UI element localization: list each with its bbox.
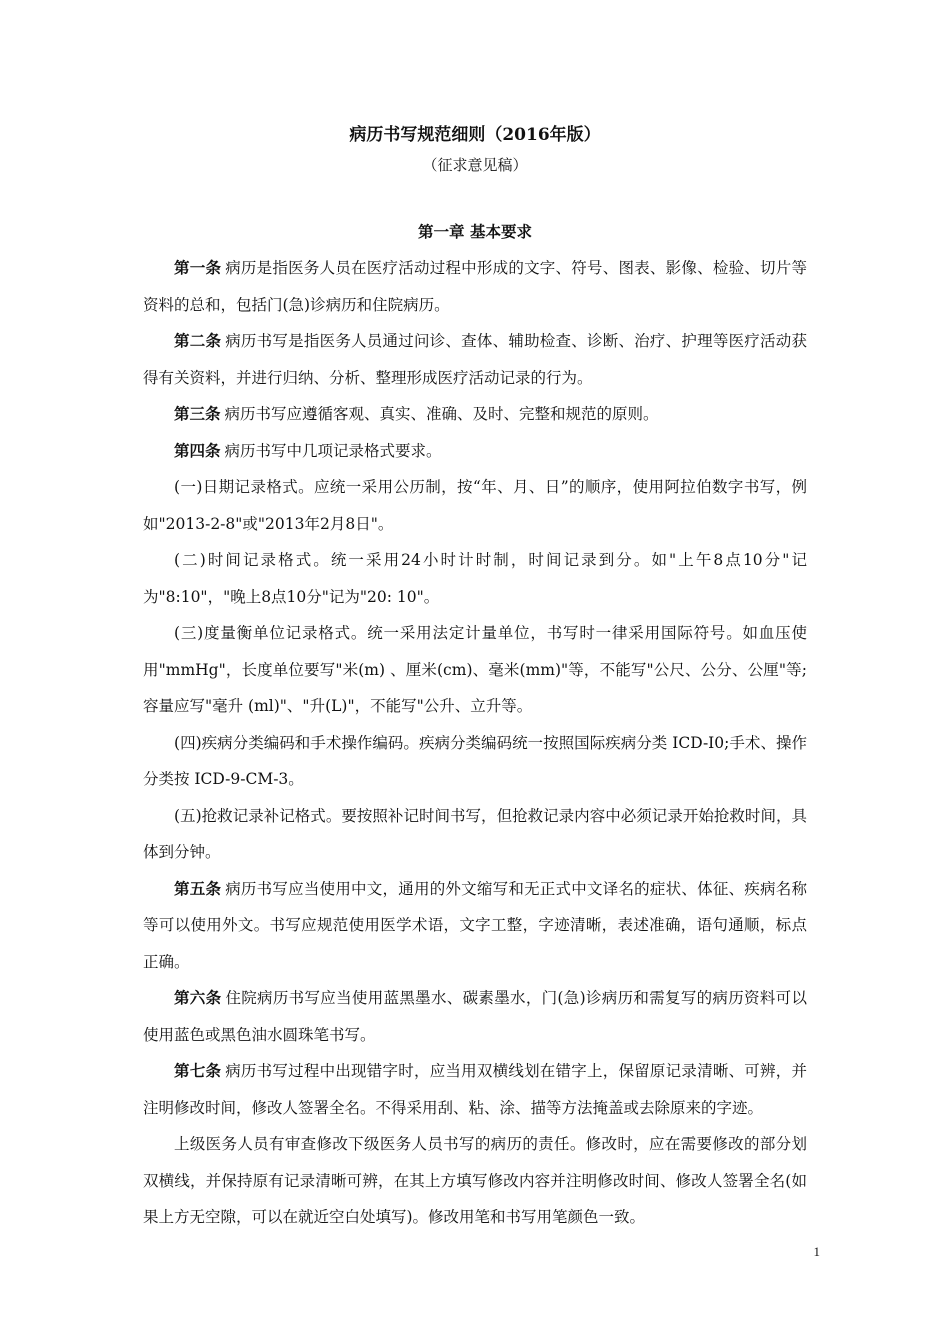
article-text: 病历书写过程中出现错字时，应当用双横线划在错字上，保留原记录清晰、可辨，并注明修改时间，修改人签署全名。不得采用刮、粘、涂、描等方法掩盖或去除原来的字迹。	[143, 1062, 807, 1117]
subclause-text: (一)日期记录格式。应统一采用公历制，按“年、月、日”的顺序，使用阿拉伯数字书写，例如"2013-2-8"或"2013年2月8日"。	[143, 478, 807, 533]
article-text: 病历是指医务人员在医疗活动过程中形成的文字、符号、图表、影像、检验、切片等资料的总和，包括门(急)诊病历和住院病历。	[143, 259, 807, 314]
document-title: 病历书写规范细则（2016年版）	[349, 125, 601, 145]
article-label: 第七条	[174, 1061, 222, 1080]
article-text: 病历书写是指医务人员通过问诊、查体、辅助检查、诊断、治疗、护理等医疗活动获得有关资料，并进行归纳、分析、整理形成医疗活动记录的行为。	[143, 332, 807, 387]
article-text: 病历书写中几项记录格式要求。	[224, 441, 442, 460]
article-label: 第六条	[174, 988, 222, 1007]
article-paragraph	[143, 980, 807, 1053]
continuation-paragraph	[143, 1126, 807, 1236]
article-label: 第二条	[174, 331, 222, 350]
article-label: 第五条	[174, 878, 222, 898]
subclause-paragraph	[143, 725, 807, 798]
article-paragraph	[143, 433, 807, 470]
chapter-title: 第一章 基本要求	[418, 222, 532, 241]
article-text: 病历书写应遵循客观、真实、准确、及时、完整和规范的原则。	[224, 405, 659, 423]
subclause-paragraph	[143, 615, 807, 725]
subclause-text: (三)度量衡单位记录格式。统一采用法定计量单位，书写时一律采用国际符号。如血压使用"mmHg"，长度单位要写"米(m) 、厘米(cm)、毫米(mm)"等，不能写"公尺、公分、公厘"等;容量应写"毫升 (ml)"、"升(L)"，不能写"公升、立升等。	[143, 624, 807, 715]
document-subtitle: （征求意见稿）	[422, 156, 528, 174]
document-content	[143, 118, 807, 1236]
article-paragraph	[143, 871, 807, 981]
subclause-paragraph	[143, 469, 807, 542]
subclause-text: (四)疾病分类编码和手术操作编码。疾病分类编码统一按照国际疾病分类 ICD-I0;手术、操作分类按 ICD-9-CM-3。	[143, 733, 807, 788]
subclause-text: (五)抢救记录补记格式。要按照补记时间书写，但抢救记录内容中必须记录开始抢救时间，具体到分钟。	[143, 806, 807, 861]
continuation-text: 上级医务人员有审查修改下级医务人员书写的病历的责任。修改时，应在需要修改的部分划双横线，并保持原有记录清晰可辨，在其上方填写修改内容并注明修改时间、修改人签署全名(如果上方无空隙，可以在就近空白处填写)。修改用笔和书写用笔颜色一致。	[143, 1135, 807, 1226]
article-paragraph	[143, 323, 807, 396]
subclause-paragraph	[143, 798, 807, 871]
article-label: 第三条	[174, 404, 221, 423]
subclause-text: (二)时间记录格式。统一采用24小时计时制，时间记录到分。如"上午8点10分"记为"8:10"，"晚上8点10分"记为"20: 10"。	[143, 551, 807, 606]
article-label: 第四条	[174, 440, 221, 460]
article-text: 病历书写应当使用中文，通用的外文缩写和无正式中文译名的症状、体征、疾病名称等可以使用外文。书写应规范使用医学术语，文字工整，字迹清晰，表述准确，语句通顺，标点正确。	[143, 879, 807, 971]
article-paragraph	[143, 396, 807, 433]
article-paragraph	[143, 250, 807, 323]
article-paragraph	[143, 1053, 807, 1126]
article-label: 第一条	[174, 258, 222, 277]
page-number: 1	[813, 1244, 820, 1259]
subclause-paragraph	[143, 542, 807, 615]
article-text: 住院病历书写应当使用蓝黑墨水、碳素墨水，门(急)诊病历和需复写的病历资料可以使用蓝色或黑色油水圆珠笔书写。	[143, 989, 807, 1044]
